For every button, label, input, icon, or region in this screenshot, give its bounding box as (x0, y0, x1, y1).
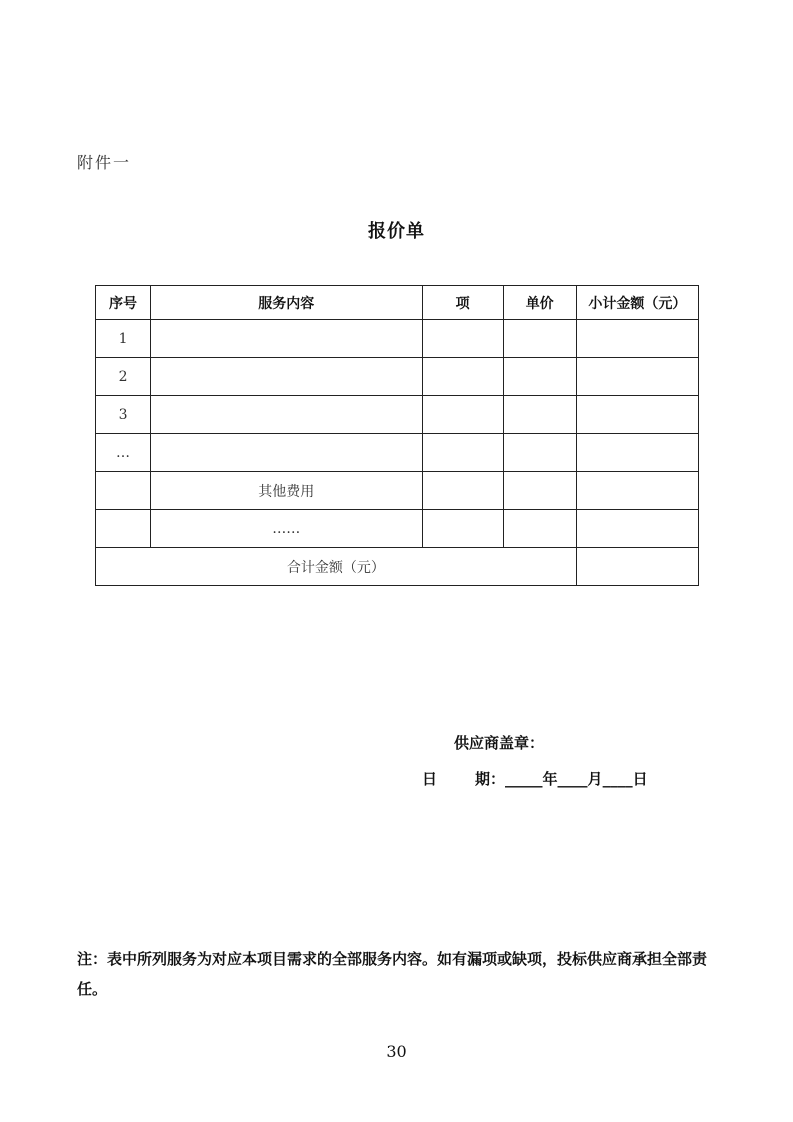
total-row (96, 548, 699, 586)
cell-seq: … (96, 434, 151, 472)
header-item: 项 (422, 286, 503, 320)
cell-content (151, 358, 422, 396)
cell-content: 其他费用 (151, 472, 422, 510)
blank-month: ____ (557, 770, 588, 788)
annex-label: 附件一 (77, 153, 132, 172)
cell-item (422, 396, 503, 434)
total-value (576, 548, 698, 586)
cell-content (151, 320, 422, 358)
cell-item (422, 472, 503, 510)
month-label: 月 (587, 770, 603, 788)
date-line (422, 768, 648, 789)
footnote: 注：表中所列服务为对应本项目需求的全部服务内容。如有漏项或缺项，投标供应商承担全部责任。 (77, 950, 708, 998)
cell-unit-price (503, 396, 576, 434)
cell-content (151, 434, 422, 472)
cell-subtotal (576, 472, 698, 510)
cell-content (151, 396, 422, 434)
supplier-stamp-label: 供应商盖章： (454, 734, 545, 752)
cell-item (422, 510, 503, 548)
cell-unit-price (503, 510, 576, 548)
header-content: 服务内容 (151, 286, 422, 320)
cell-seq (96, 472, 151, 510)
cell-content: …… (151, 510, 422, 548)
cell-item (422, 434, 503, 472)
cell-seq: 1 (96, 320, 151, 358)
table-row (96, 358, 699, 396)
cell-item (422, 320, 503, 358)
cell-seq: 3 (96, 396, 151, 434)
table-row (96, 320, 699, 358)
date-label-2: 期： (475, 770, 506, 788)
cell-unit-price (503, 434, 576, 472)
document-title: 报价单 (368, 221, 425, 242)
day-label: 日 (632, 770, 648, 788)
cell-subtotal (576, 358, 698, 396)
cell-unit-price (503, 358, 576, 396)
cell-subtotal (576, 320, 698, 358)
table-row (96, 396, 699, 434)
table-row (96, 472, 699, 510)
blank-day: ____ (602, 770, 633, 788)
total-label: 合计金额（元） (96, 548, 577, 586)
cell-unit-price (503, 472, 576, 510)
header-seq: 序号 (96, 286, 151, 320)
cell-seq: 2 (96, 358, 151, 396)
table-row (96, 434, 699, 472)
year-label: 年 (542, 770, 558, 788)
cell-item (422, 358, 503, 396)
blank-year: _____ (505, 770, 543, 788)
header-subtotal: 小计金额（元） (576, 286, 698, 320)
page-number: 30 (386, 1042, 407, 1061)
table-header-row (96, 286, 699, 320)
cell-subtotal (576, 396, 698, 434)
quotation-table (95, 285, 699, 586)
header-unit-price: 单价 (503, 286, 576, 320)
cell-unit-price (503, 320, 576, 358)
date-label-1: 日 (422, 770, 438, 788)
cell-seq (96, 510, 151, 548)
cell-subtotal (576, 434, 698, 472)
table-row (96, 510, 699, 548)
cell-subtotal (576, 510, 698, 548)
